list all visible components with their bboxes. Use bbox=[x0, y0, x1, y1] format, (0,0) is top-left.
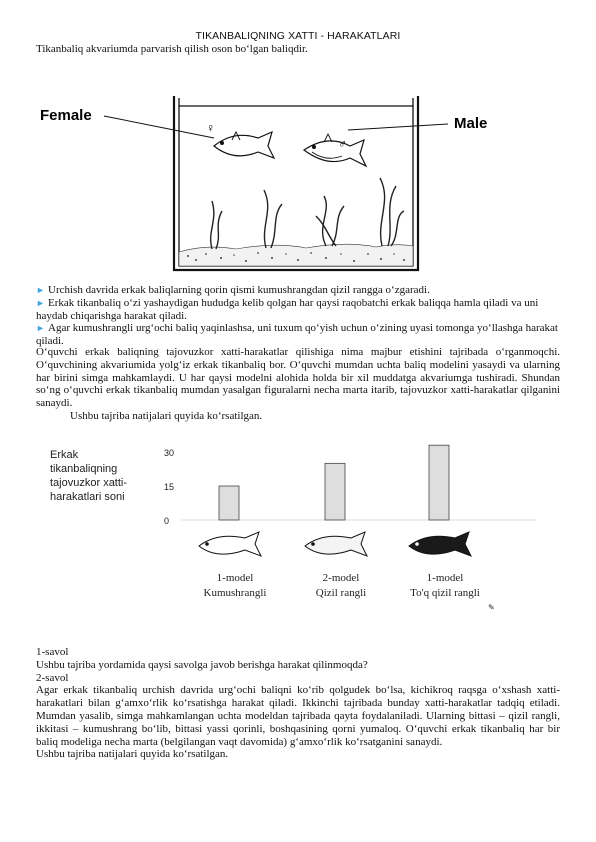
questions-section bbox=[36, 646, 560, 761]
y-axis-ticks bbox=[164, 448, 174, 526]
female-symbol: ♀ bbox=[206, 121, 215, 135]
experiment-description: O‘quvchi erkak baliqning tajovuzkor xatti-harakatlar qilishiga nima majbur etishini tajribada o‘rganmoqchi. O‘quvchining akvariumida yolg‘iz erkak tikanbaliq bor. O‘quvchi mumdan uchta baliq modelini yasaydi va ularning har birini simga mahkamlaydi. U har qaysi modelni alohida holda bir xil muddatga akvariumga tushiradi. Shundan so‘ng o‘quvchi erkak tikanbaliq mumdan yasalgan figuralarni necha marta itarib, tajovuzkor xatti-harakatlar qilganini sanaydi. Ushbu tajriba natijalari quyida ko‘rsatilgan. bbox=[36, 346, 560, 422]
triangle-bullet-icon: ► bbox=[36, 323, 45, 334]
y-tick-label: 30 bbox=[164, 448, 175, 458]
bar bbox=[325, 463, 345, 520]
male-symbol: ♂ bbox=[338, 137, 347, 151]
list-item: ► Agar kumushrangli urg‘ochi baliq yaqinlashsa, uni tuxum qo‘yish uchun o‘zining uyasi tomonga yo‘llashga harakat qiladi. bbox=[36, 322, 558, 348]
triangle-bullet-icon: ► bbox=[36, 285, 45, 295]
aggression-bar-chart bbox=[36, 440, 556, 612]
x-category-label: Qizil rangli bbox=[315, 587, 367, 599]
y-axis-label-line: tikanbaliqning bbox=[50, 463, 118, 475]
question-1-title: 1-savol bbox=[36, 646, 69, 658]
x-model-label: 2-model bbox=[322, 572, 360, 584]
male-label: Male bbox=[454, 115, 488, 132]
list-item: ► Urchish davrida erkak baliqlarning qorin qismi kumushrangdan qizil rangga o‘zgaradi. bbox=[36, 284, 430, 296]
y-axis-label bbox=[50, 449, 127, 503]
page-title: TIKANBALIQNING XATTI - HARAKATLARI bbox=[195, 30, 401, 42]
x-category-label: To'q qizil rangli bbox=[410, 587, 480, 599]
triangle-bullet-icon: ► bbox=[36, 297, 45, 308]
bar bbox=[219, 486, 239, 520]
fish-model bbox=[409, 532, 471, 556]
fact-list bbox=[36, 284, 560, 348]
female-fish bbox=[214, 132, 274, 158]
x-category-label: Kumushrangli bbox=[203, 587, 267, 599]
intro-text: Tikanbaliq akvariumda parvarish qilish oson bo‘lgan baliqdir. bbox=[36, 43, 308, 55]
y-axis-label-line: Erkak bbox=[50, 449, 79, 461]
question-1-text: Ushbu tajriba yordamida qaysi savolga javob berishga harakat qilinmoqda? bbox=[36, 658, 368, 671]
x-model-label: 1-model bbox=[216, 572, 254, 584]
fish-model bbox=[199, 532, 261, 556]
y-axis-label-line: tajovuzkor xatti- bbox=[50, 477, 128, 489]
male-fish bbox=[304, 134, 366, 166]
bar bbox=[429, 445, 449, 520]
y-axis-label-line: harakatlari soni bbox=[50, 491, 125, 503]
y-tick-label: 15 bbox=[164, 482, 175, 492]
question-2-results: Ushbu tajriba natijalari quyida ko‘rsatilgan. bbox=[36, 748, 229, 761]
list-item: ► Erkak tikanbaliq o‘zi yashaydigan hududga kelib qolgan har qaysi raqobatchi erkak baliqqa hamla qiladi va uni haydab chiqarishga harakat qiladi. bbox=[36, 296, 539, 322]
aquarium-illustration bbox=[36, 86, 556, 276]
question-2-text: Agar erkak tikanbaliq urchish davrida urg‘ochi baliqni ko‘rib qolgudek bo‘lsa, kichikroq raqsga o‘xshash xatti-harakatlari bilan g‘amxo‘rlik ko‘rsatishga harakat qiladi. Ikkinchi tajribada bunday xatti-harakatlar tadqiq etiladi. Mumdan yasalib, simga mahkamlangan uchta modeldan tajribada qayta foydalaniladi. Ularning bittasi – qizil rangli, ikkitasi – kumushrang bo‘lib, bittasi yassi qorinli, boshqasining qorni yumaloq. O‘quvchi erkak tikanbaliq har bir baliq modeliga necha marta (belgilangan vaqt davomida) g‘amxo‘rlik ko‘rsatganini sanaydi. bbox=[36, 684, 560, 748]
fish-model bbox=[305, 532, 367, 556]
x-model-label: 1-model bbox=[426, 572, 464, 584]
y-tick-label: 0 bbox=[164, 516, 170, 526]
female-label: Female bbox=[40, 107, 92, 124]
decorative-mark: ✎ bbox=[488, 603, 495, 612]
results-caption: Ushbu tajriba natijalari quyida ko‘rsatilgan. bbox=[70, 409, 263, 422]
question-2-title: 2-savol bbox=[36, 671, 69, 684]
